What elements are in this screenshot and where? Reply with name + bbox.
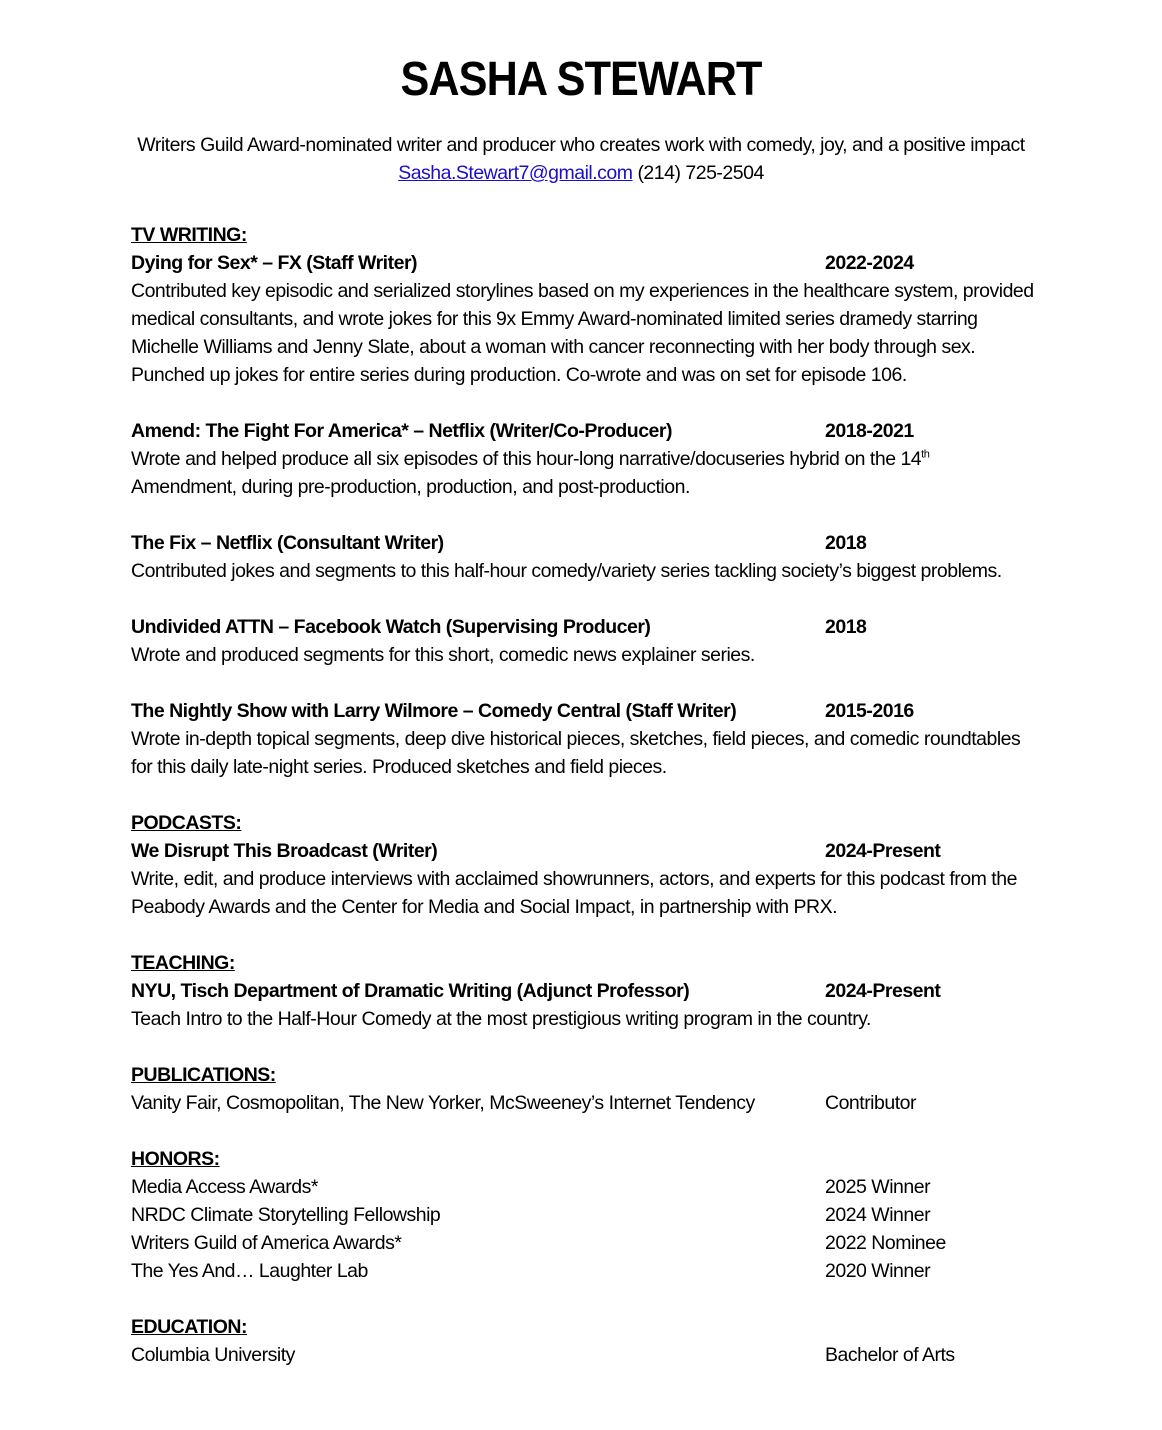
job-date: 2018 — [825, 616, 867, 638]
job-title-text: NYU, Tisch Department of Dramatic Writing (Adjunct Professor) — [131, 980, 690, 1002]
job-description-part: Amendment, during pre-production, production, and post-production. — [131, 476, 690, 498]
job-title — [131, 697, 1036, 725]
tagline: Writers Guild Award-nominated writer and producer who creates work with comedy, joy, and a positive impact — [137, 134, 1025, 156]
job-date: 2024-Present — [825, 980, 941, 1002]
honor-row — [131, 1229, 1036, 1257]
honor-row — [131, 1201, 1036, 1229]
ordinal-suffix: th — [921, 448, 930, 461]
section-heading-podcasts: PODCASTS: — [131, 812, 242, 834]
honor-name: Media Access Awards* — [131, 1176, 318, 1198]
job-date: 2015-2016 — [825, 700, 914, 722]
job-title-text: Dying for Sex* – FX (Staff Writer) — [131, 252, 418, 274]
honor-name: Writers Guild of America Awards* — [131, 1232, 402, 1254]
honor-result: 2025 Winner — [825, 1176, 931, 1198]
job-title-text: Undivided ATTN – Facebook Watch (Supervising Producer) — [131, 616, 651, 638]
honor-result: 2020 Winner — [825, 1260, 931, 1282]
section-heading-education: EDUCATION: — [131, 1316, 247, 1338]
job-description — [131, 445, 1036, 501]
job-date: 2018-2021 — [825, 420, 914, 442]
job-title — [131, 417, 1036, 445]
job-description: Write, edit, and produce interviews with acclaimed showrunners, actors, and experts for this podcast from the Peabody Awards and the Center for Media and Social Impact, in partnership with PRX. — [131, 868, 1017, 918]
resume-body — [131, 221, 1036, 1369]
job-title-text: The Nightly Show with Larry Wilmore – Comedy Central (Staff Writer) — [131, 700, 737, 722]
job-date: 2022-2024 — [825, 252, 914, 274]
job-title-text: The Fix – Netflix (Consultant Writer) — [131, 532, 444, 554]
section-heading-teaching: TEACHING: — [131, 952, 235, 974]
job-description: Wrote in-depth topical segments, deep dive historical pieces, sketches, field pieces, and comedic roundtables for this daily late-night series. Produced sketches and field pieces. — [131, 728, 1021, 778]
job-title — [131, 529, 1036, 557]
education-degree: Bachelor of Arts — [825, 1344, 955, 1366]
section-heading-honors: HONORS: — [131, 1148, 220, 1170]
publication-row — [131, 1089, 1036, 1117]
contact-line — [0, 162, 1162, 185]
email-link[interactable]: Sasha.Stewart7@gmail.com — [398, 162, 633, 184]
section-heading-tv: TV WRITING: — [131, 224, 247, 246]
job-description: Wrote and produced segments for this short, comedic news explainer series. — [131, 644, 755, 666]
job-description: Teach Intro to the Half-Hour Comedy at the most prestigious writing program in the country. — [131, 1008, 871, 1030]
job-title — [131, 837, 1036, 865]
honor-name: NRDC Climate Storytelling Fellowship — [131, 1204, 441, 1226]
job-title — [131, 977, 1036, 1005]
honor-row — [131, 1173, 1036, 1201]
honor-row — [131, 1257, 1036, 1285]
honor-name: The Yes And… Laughter Lab — [131, 1260, 368, 1282]
job-title — [131, 249, 1036, 277]
education-school: Columbia University — [131, 1344, 295, 1366]
phone-number: (214) 725-2504 — [637, 162, 764, 184]
job-date: 2018 — [825, 532, 867, 554]
job-title — [131, 613, 1036, 641]
education-row — [131, 1341, 1036, 1369]
job-date: 2024-Present — [825, 840, 941, 862]
publication-outlets: Vanity Fair, Cosmopolitan, The New Yorker, McSweeney’s Internet Tendency — [131, 1092, 755, 1114]
publication-role: Contributor — [825, 1092, 916, 1114]
resume-name: SASHA STEWART — [400, 53, 762, 106]
honor-result: 2024 Winner — [825, 1204, 931, 1226]
job-title-text: Amend: The Fight For America* – Netflix (Writer/Co-Producer) — [131, 420, 672, 442]
honor-result: 2022 Nominee — [825, 1232, 946, 1254]
job-description: Contributed jokes and segments to this half-hour comedy/variety series tackling society’s biggest problems. — [131, 560, 1002, 582]
job-description-part: Wrote and helped produce all six episodes of this hour-long narrative/docuseries hybrid on the 14 — [131, 448, 922, 470]
job-title-text: We Disrupt This Broadcast (Writer) — [131, 840, 438, 862]
job-description: Contributed key episodic and serialized storylines based on my experiences in the healthcare system, provided medical consultants, and wrote jokes for this 9x Emmy Award-nominated limited series dramedy starring Michelle Williams and Jenny Slate, about a woman with cancer reconnecting with her body through sex. Punched up jokes for entire series during production. Co-wrote and was on set for episode 106. — [131, 280, 1034, 386]
section-heading-publications: PUBLICATIONS: — [131, 1064, 276, 1086]
